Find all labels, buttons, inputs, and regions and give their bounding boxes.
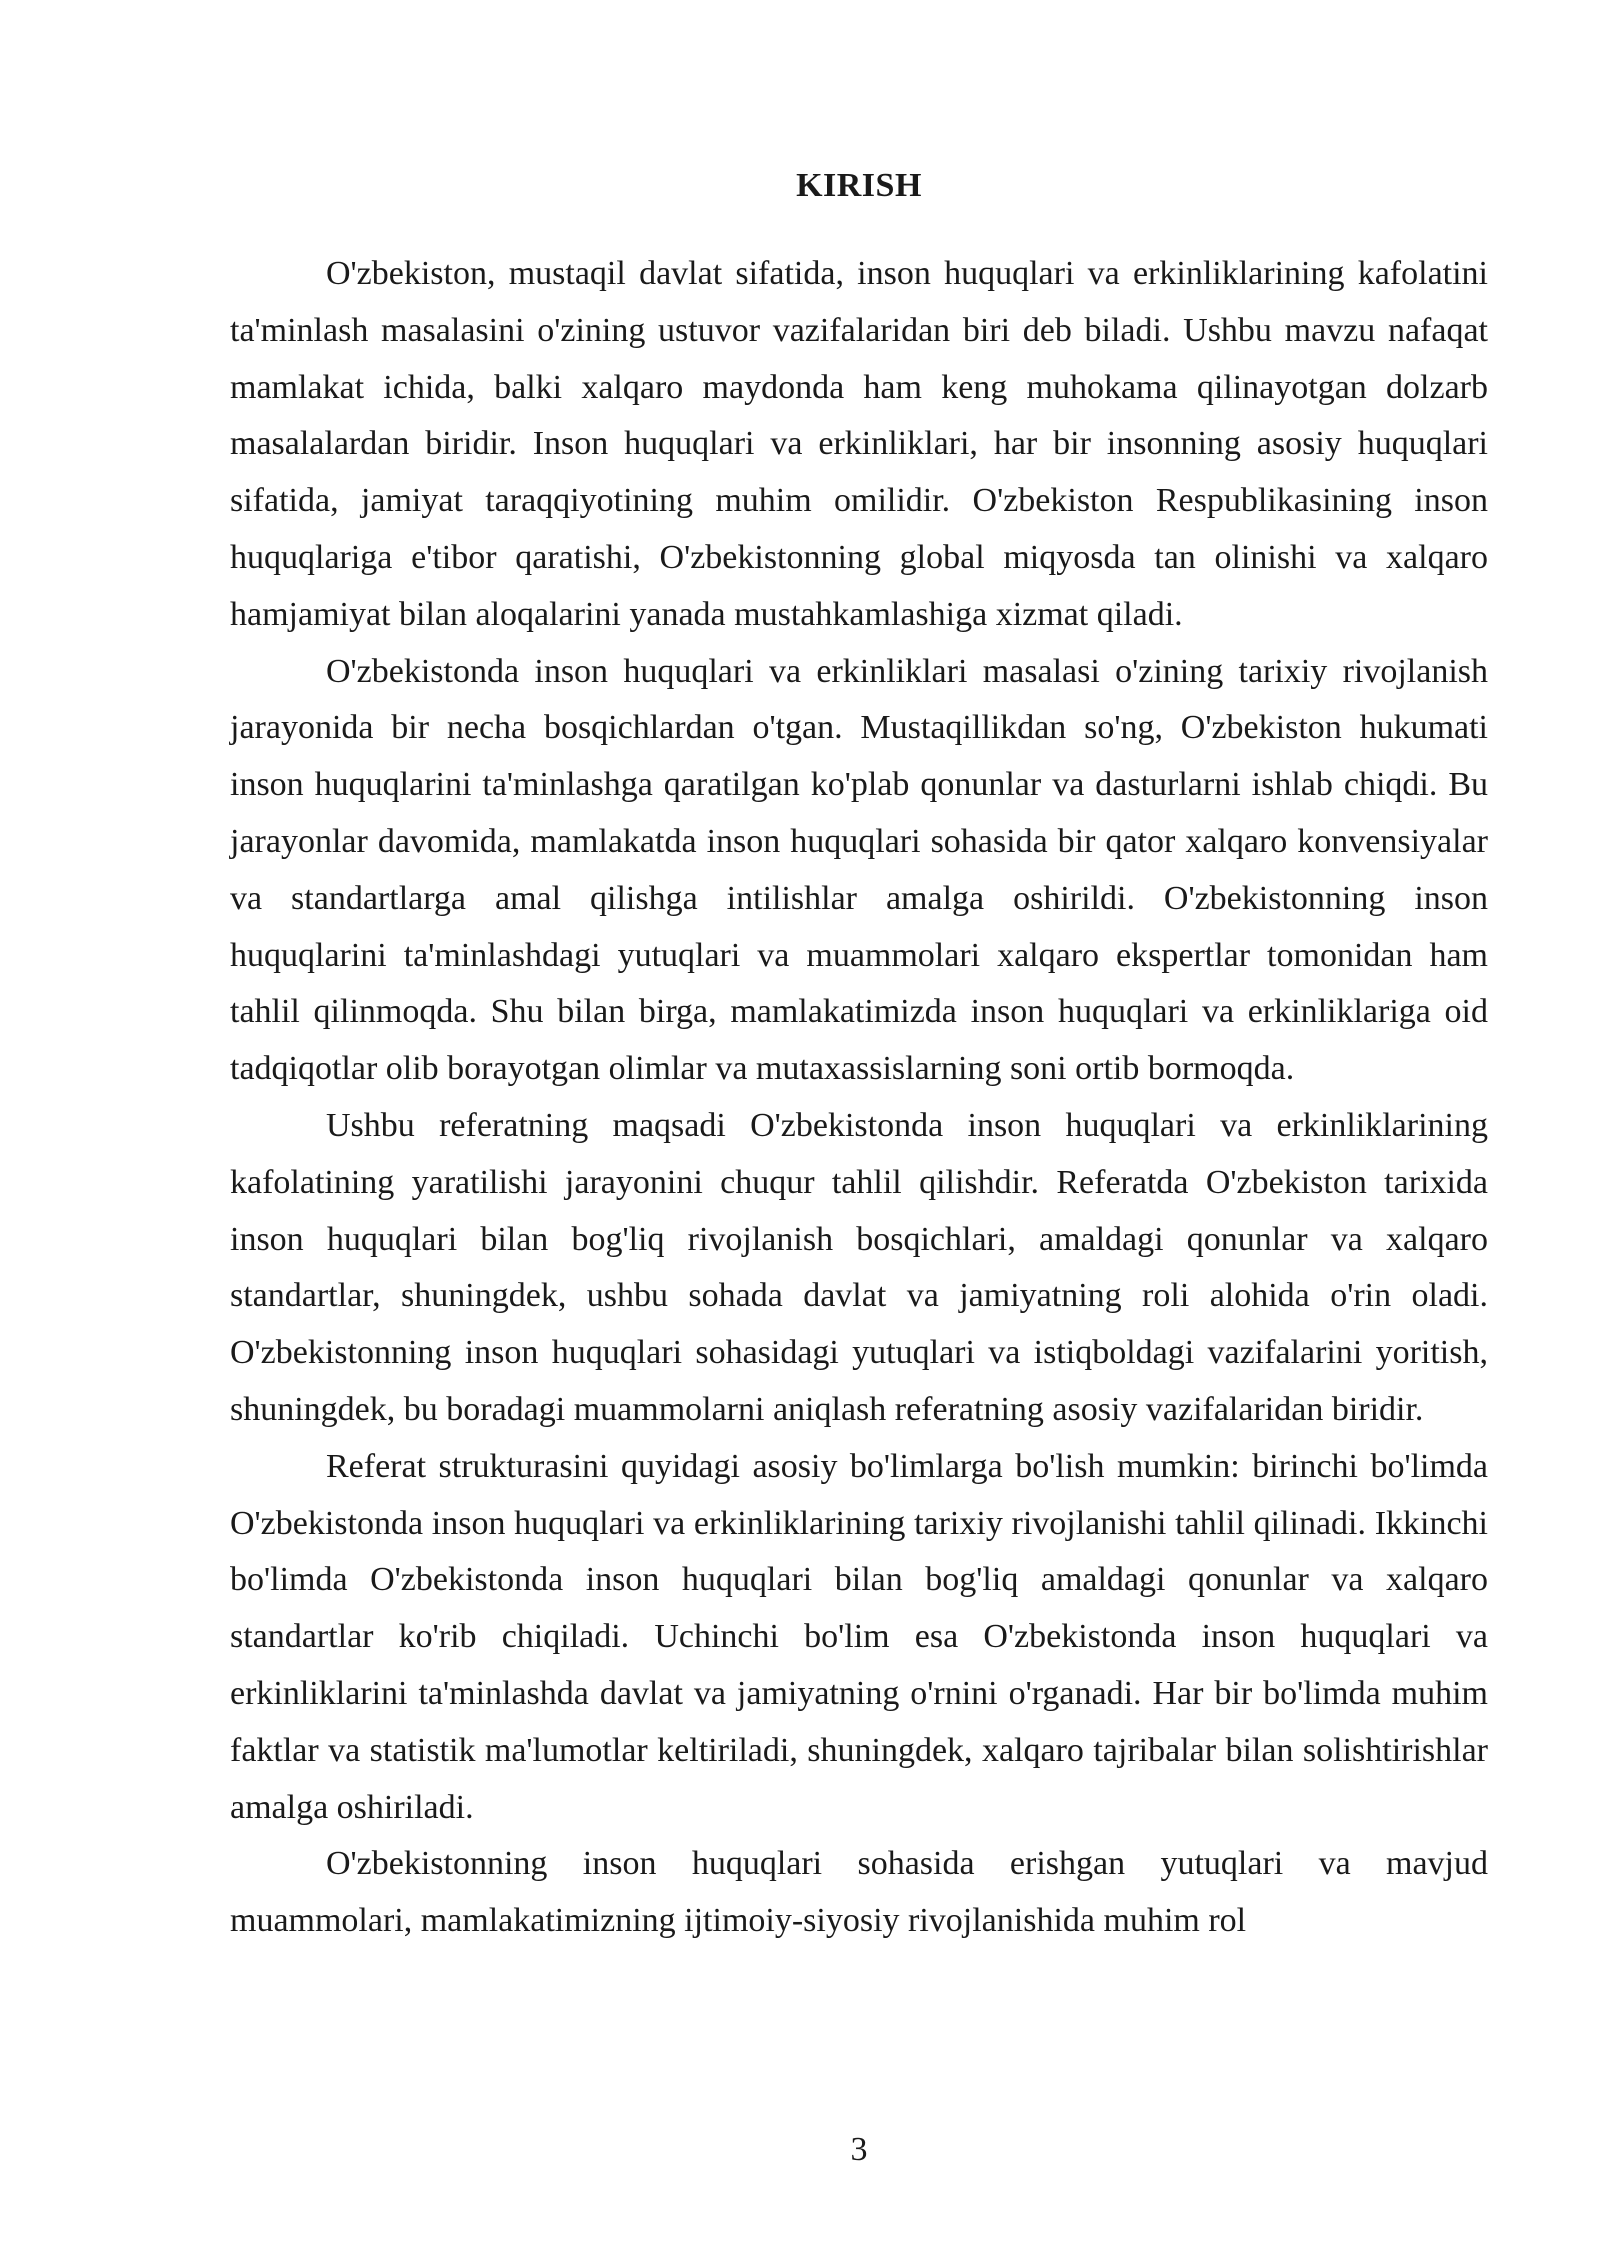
page-number: 3 — [850, 2131, 868, 2168]
paragraph: Ushbu referatning maqsadi O'zbekistonda inson huquqlari va erkinliklarining kafolatining yaratilishi jarayonini chuqur tahlil qilishdir. Referatda O'zbekiston tarixida inson huquqlari bilan bog'liq rivojlanish bosqichlari, amaldagi qonunlar va xalqaro standartlar, shuningdek, ushbu sohada davlat va jamiyatning roli alohida o'rin oladi. O'zbekistonning inson huquqlari sohasidagi yutuqlari va istiqboldagi vazifalarini yoritish, shuningdek, bu boradagi muammolarni aniqlash referatning asosiy vazifalaridan biridir. — [230, 1106, 1488, 1428]
paragraph: O'zbekistonda inson huquqlari va erkinliklari masalasi o'zining tarixiy rivojlanish jarayonida bir necha bosqichlardan o'tgan. Mustaqillikdan so'ng, O'zbekiston hukumati inson huquqlarini ta'minlashga qaratilgan ko'plab qonunlar va dasturlarni ishlab chiqdi. Bu jarayonlar davomida, mamlakatda inson huquqlari sohasida bir qator xalqaro konvensiyalar va standartlarga amal qilishga intilishlar amalga oshirildi. O'zbekistonning inson huquqlarini ta'minlashdagi yutuqlari va muammolari xalqaro ekspertlar tomonidan ham tahlil qilinmoqda. Shu bilan birga, mamlakatimizda inson huquqlari va erkinliklariga oid tadqiqotlar olib borayotgan olimlar va mutaxassislarning soni ortib bormoqda. — [230, 652, 1488, 1088]
body-text — [230, 246, 1488, 1950]
paragraph: O'zbekiston, mustaqil davlat sifatida, inson huquqlari va erkinliklarining kafolatini ta'minlash masalasini o'zining ustuvor vazifalaridan biri deb biladi. Ushbu mavzu nafaqat mamlakat ichida, balki xalqaro maydonda ham keng muhokama qilinayotgan dolzarb masalalardan biridir. Inson huquqlari va erkinliklari, har bir insonning asosiy huquqlari sifatida, jamiyat taraqqiyotining muhim omilidir. O'zbekiston Respublikasining inson huquqlariga e'tibor qaratishi, O'zbekistonning global miqyosda tan olinishi va xalqaro hamjamiyat bilan aloqalarini yanada mustahkamlashiga xizmat qiladi. — [230, 255, 1488, 633]
paragraph: O'zbekistonning inson huquqlari sohasida erishgan yutuqlari va mavjud muammolari, mamlakatimizning ijtimoiy-siyosiy rivojlanishida muhim rol — [230, 1845, 1488, 1940]
paragraph: Referat strukturasini quyidagi asosiy bo'limlarga bo'lish mumkin: birinchi bo'limda O'zbekistonda inson huquqlari va erkinliklarining tarixiy rivojlanishi tahlil qilinadi. Ikkinchi bo'limda O'zbekistonda inson huquqlari bilan bog'liq amaldagi qonunlar va xalqaro standartlar ko'rib chiqiladi. Uchinchi bo'lim esa O'zbekistonda inson huquqlari va erkinliklarini ta'minlashda davlat va jamiyatning o'rnini o'rganadi. Har bir bo'limda muhim faktlar va statistik ma'lumotlar keltiriladi, shuningdek, xalqaro tajribalar bilan solishtirishlar amalga oshiriladi. — [230, 1447, 1488, 1826]
page-title: KIRISH — [796, 167, 922, 204]
